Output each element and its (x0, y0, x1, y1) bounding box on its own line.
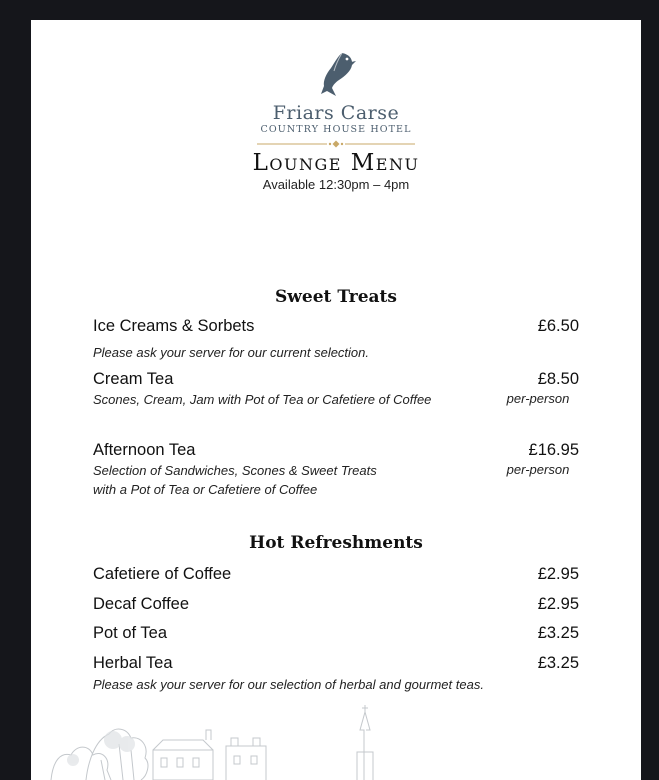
item-note-herbal-tea: Please ask your server for our selection of herbal and gourmet teas. (93, 677, 484, 692)
item-price-afternoon-tea: £16.95 (528, 441, 579, 459)
menu-title: Lounge Menu (252, 150, 420, 176)
item-name-cream-tea: Cream Tea (93, 370, 174, 388)
item-name-ice-creams: Ice Creams & Sorbets (93, 317, 255, 335)
brand-name: Friars Carse (272, 102, 400, 124)
hotel-sketch-illustration (31, 700, 641, 780)
item-note-afternoon-tea-line2: with a Pot of Tea or Cafetiere of Coffee (93, 482, 318, 497)
menu-page (31, 20, 641, 780)
item-price-ice-creams: £6.50 (537, 317, 579, 335)
item-name-pot-of-tea: Pot of Tea (93, 624, 168, 642)
item-name-herbal-tea: Herbal Tea (93, 654, 173, 672)
availability-text: Available 12:30pm – 4pm (262, 177, 410, 192)
header (31, 50, 641, 192)
item-price-cream-tea: £8.50 (537, 370, 579, 388)
item-unit-cream-tea: per-person (506, 391, 570, 406)
item-unit-afternoon-tea: per-person (506, 462, 570, 477)
brand-subtitle: COUNTRY HOUSE HOTEL (260, 124, 412, 135)
item-price-pot-of-tea: £3.25 (537, 624, 579, 642)
item-note-cream-tea: Scones, Cream, Jam with Pot of Tea or Cafetiere of Coffee (93, 392, 432, 407)
brand-divider (257, 140, 415, 148)
section-title-sweet-treats: Sweet Treats (275, 287, 397, 307)
item-note-ice-creams: Please ask your server for our current selection. (93, 345, 370, 360)
item-note-afternoon-tea: Selection of Sandwiches, Scones & Sweet Treats (93, 463, 377, 478)
item-name-cafetiere: Cafetiere of Coffee (93, 565, 232, 583)
item-price-decaf: £2.95 (537, 595, 579, 613)
item-name-decaf: Decaf Coffee (93, 595, 190, 613)
section-title-hot-refreshments: Hot Refreshments (249, 533, 423, 553)
salmon-icon (312, 50, 360, 98)
item-price-cafetiere: £2.95 (537, 565, 579, 583)
item-name-afternoon-tea: Afternoon Tea (93, 441, 196, 459)
item-price-herbal-tea: £3.25 (537, 654, 579, 672)
